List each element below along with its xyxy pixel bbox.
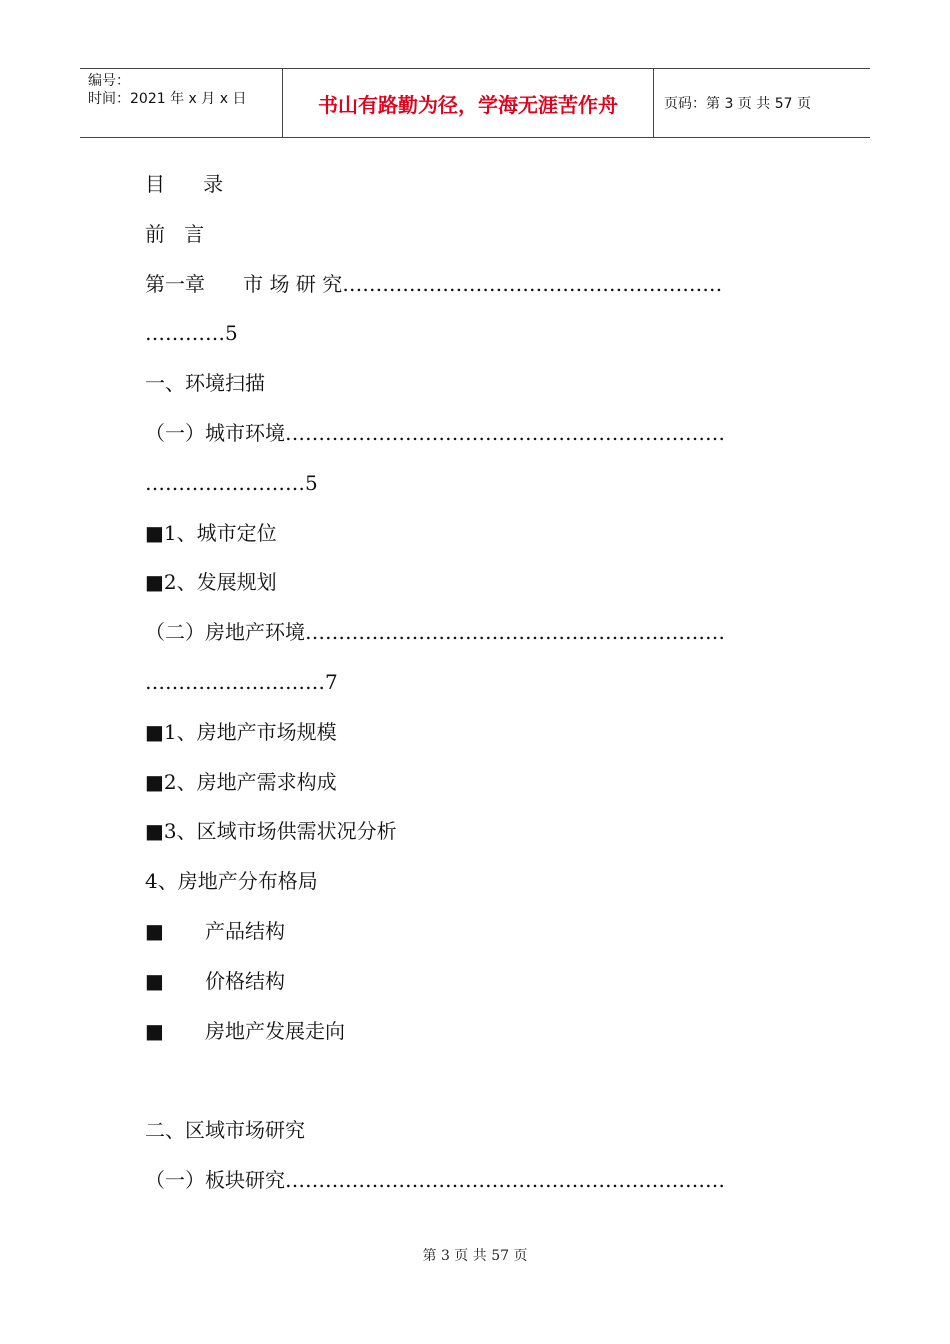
toc-item1-1: ■1、城市定位 [145, 520, 277, 545]
table-of-contents [145, 160, 805, 1206]
toc-item2-4a [145, 907, 805, 957]
toc-sub2-page: ………………………7 [145, 669, 338, 694]
toc-item2-4c-label: 房地产发展走向 [205, 1018, 345, 1043]
toc-title: 目 录 [145, 172, 224, 196]
toc-item2-3: ■3、区域市场供需状况分析 [145, 819, 397, 844]
header-motto-cell [282, 69, 654, 137]
toc-sub3: （一）板块研究………………………………………………………… [145, 1167, 725, 1192]
toc-item2-4a-label: 产品结构 [205, 918, 285, 943]
toc-chapter1-page: …………5 [145, 321, 238, 346]
toc-sub1-page: ……………………5 [145, 470, 318, 495]
header-page-info [654, 69, 870, 137]
toc-section2: 二、区域市场研究 [145, 1118, 305, 1143]
toc-item2-4c [145, 1007, 805, 1057]
page-footer: 第 3 页 共 57 页 [422, 1248, 528, 1264]
toc-chapter1: 第一章 市 场 研 究………………………………………………… [145, 271, 723, 296]
motto-text: 书山有路勤为径，学海无涯苦作舟 [318, 92, 618, 117]
toc-sub1: （一）城市环境………………………………………………………… [145, 420, 725, 445]
blank-line [145, 1056, 805, 1106]
page-header [80, 68, 870, 138]
toc-item2-1: ■1、房地产市场规模 [145, 719, 337, 744]
square-bullet-icon: ■ [145, 968, 164, 993]
toc-item1-2: ■2、发展规划 [145, 570, 277, 595]
toc-item2-4b [145, 957, 805, 1007]
toc-sub2: （二）房地产环境……………………………………………………… [145, 620, 725, 645]
toc-item2-4b-label: 价格结构 [205, 968, 285, 993]
toc-item2-2: ■2、房地产需求构成 [145, 769, 337, 794]
toc-preface: 前 言 [145, 221, 205, 246]
square-bullet-icon: ■ [145, 918, 164, 943]
toc-item2-4: 4、房地产分布格局 [145, 869, 318, 894]
date-label: 时间：2021 年 x 月 x 日 [88, 91, 247, 107]
number-label: 编号： [88, 73, 130, 89]
page-info-text: 页码：第 3 页 共 57 页 [664, 96, 811, 112]
toc-section1: 一、环境扫描 [145, 371, 265, 396]
square-bullet-icon: ■ [145, 1018, 164, 1043]
header-meta [80, 69, 282, 137]
